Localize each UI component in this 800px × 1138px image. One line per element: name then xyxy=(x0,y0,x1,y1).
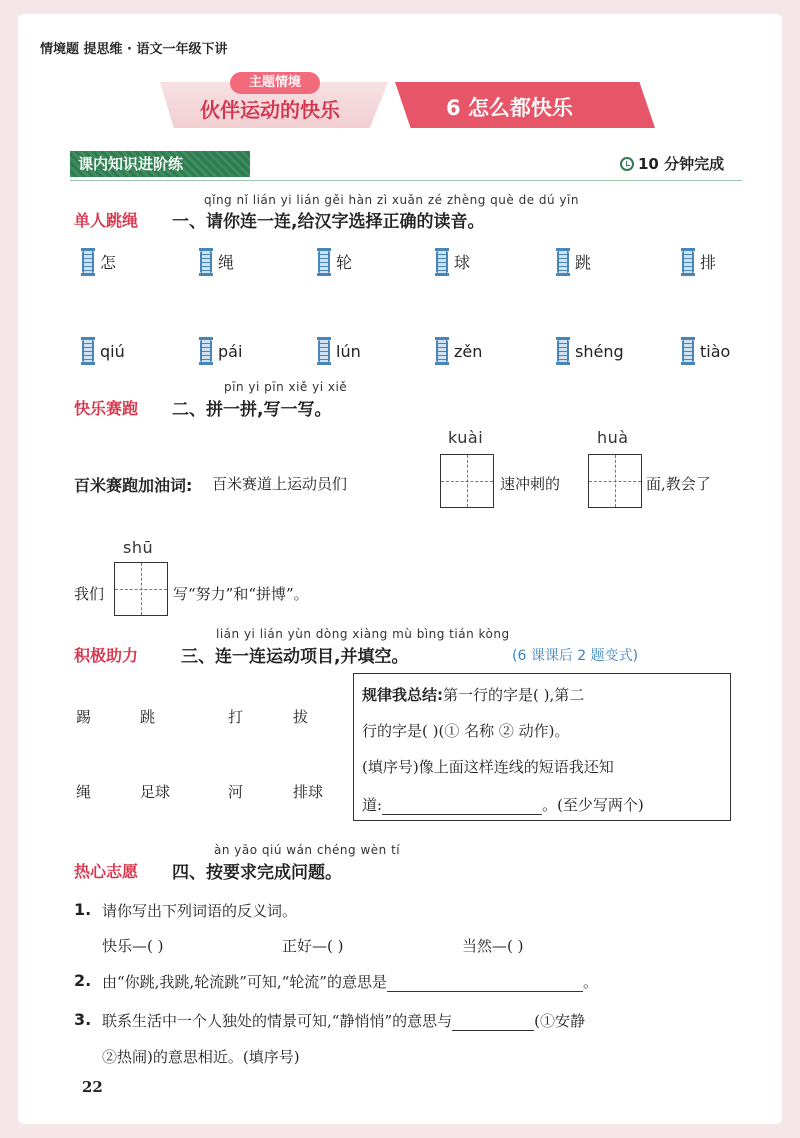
char-card[interactable]: 跳 xyxy=(557,250,591,273)
q4-s1-number: 1. xyxy=(74,900,92,919)
q1-label: 单人跳绳 xyxy=(74,211,139,230)
q3-title: 三、连一连运动项目,并填空。 xyxy=(181,647,409,667)
q4-s3-text: 联系生活中一个人独处的情景可知,“静悄悄”的意思与 (①安静 xyxy=(102,1012,585,1030)
book-title: 情境题 提思维 · 语文一年级下讲 xyxy=(40,42,228,57)
q2-line2-b: 写“努力”和“拼博”。 xyxy=(173,585,309,603)
q2-title: 二、拼一拼,写一写。 xyxy=(172,400,332,420)
rule-line-2: 行的字是( )(① 名称 ② 动作)。 xyxy=(362,722,570,740)
char-card[interactable]: 绳 xyxy=(200,250,234,273)
lantern-icon xyxy=(200,340,212,362)
answer-blank[interactable] xyxy=(387,973,583,992)
q4-pinyin: àn yāo qiú wán chéng wèn tí xyxy=(214,843,401,857)
page-number: 22 xyxy=(82,1078,103,1096)
q4-s3-line2: ②热闹)的意思相近。(填序号) xyxy=(102,1048,300,1066)
reading-card[interactable]: tiào xyxy=(682,340,730,362)
lantern-icon xyxy=(200,251,212,273)
lantern-icon xyxy=(557,251,569,273)
q2-line1-c: 面,教会了 xyxy=(646,475,711,493)
answer-blank[interactable] xyxy=(382,796,542,815)
q2-pinyin: pīn yi pīn xiě yi xiě xyxy=(224,380,348,394)
lantern-icon xyxy=(682,251,694,273)
antonym-item[interactable]: 快乐—( ) xyxy=(102,937,164,955)
writing-box-kuai[interactable] xyxy=(440,454,494,508)
q2-line2-a: 我们 xyxy=(74,585,105,603)
pinyin-shu: shū xyxy=(123,538,154,557)
char-card[interactable]: 排 xyxy=(682,250,716,273)
q3-pinyin: lián yi lián yùn dòng xiàng mù bìng tián kòng xyxy=(216,627,510,641)
char-card[interactable]: 怎 xyxy=(82,250,116,273)
section-divider xyxy=(70,180,742,181)
section-title: 课内知识进阶练 xyxy=(70,151,250,177)
answer-blank[interactable] xyxy=(452,1012,534,1031)
lesson-title: 6 怎么都快乐 xyxy=(446,96,573,120)
pinyin-kuai: kuài xyxy=(448,428,484,447)
pinyin-hua: huà xyxy=(597,428,629,447)
sport-noun[interactable]: 河 xyxy=(228,783,244,801)
q4-s2-text: 由“你跳,我跳,轮流跳”可知,“轮流”的意思是 。 xyxy=(102,973,598,991)
q1-title: 一、请你连一连,给汉字选择正确的读音。 xyxy=(172,212,485,232)
q4-s1-text: 请你写出下列词语的反义词。 xyxy=(102,902,298,920)
q4-label: 热心志愿 xyxy=(74,862,139,881)
reading-card[interactable]: lún xyxy=(318,340,361,362)
sport-verb[interactable]: 踢 xyxy=(76,708,92,726)
timer xyxy=(620,153,724,174)
antonym-item[interactable]: 当然—( ) xyxy=(462,937,524,955)
sport-noun[interactable]: 排球 xyxy=(293,783,324,801)
lantern-icon xyxy=(436,340,448,362)
lantern-icon xyxy=(82,340,94,362)
clock-icon xyxy=(620,157,634,171)
q3-note: (6 课课后 2 题变式) xyxy=(512,648,639,664)
q2-label: 快乐赛跑 xyxy=(74,399,139,418)
rule-line-3: (填序号)像上面这样连线的短语我还知 xyxy=(362,758,614,776)
theme-title: 伙伴运动的快乐 xyxy=(200,98,340,122)
q4-title: 四、按要求完成问题。 xyxy=(172,863,342,883)
timer-text: 10 分钟完成 xyxy=(638,155,725,173)
q2-line1-a: 百米赛道上运动员们 xyxy=(212,475,348,493)
writing-box-shu[interactable] xyxy=(114,562,168,616)
reading-card[interactable]: zěn xyxy=(436,340,482,362)
q1-pinyin: qǐng nǐ lián yi lián gěi hàn zì xuǎn zé zhèng què de dú yīn xyxy=(204,193,579,207)
rule-line-1: 规律我总结:第一行的字是( ),第二 xyxy=(362,686,585,704)
reading-card[interactable]: shéng xyxy=(557,340,624,362)
q2-line1-head: 百米赛跑加油词: xyxy=(74,476,193,495)
lantern-icon xyxy=(682,340,694,362)
q3-label: 积极助力 xyxy=(74,646,139,665)
sport-noun[interactable]: 足球 xyxy=(140,783,171,801)
sport-verb[interactable]: 打 xyxy=(228,708,244,726)
reading-card[interactable]: qiú xyxy=(82,340,125,362)
sport-noun[interactable]: 绳 xyxy=(76,783,92,801)
char-card[interactable]: 球 xyxy=(436,250,470,273)
char-card[interactable]: 轮 xyxy=(318,250,352,273)
sport-verb[interactable]: 跳 xyxy=(140,708,156,726)
rule-line-4: 道: 。(至少写两个) xyxy=(362,796,644,814)
q4-s3-number: 3. xyxy=(74,1010,92,1029)
q4-s2-number: 2. xyxy=(74,971,92,990)
lantern-icon xyxy=(82,251,94,273)
writing-box-hua[interactable] xyxy=(588,454,642,508)
lantern-icon xyxy=(318,340,330,362)
antonym-item[interactable]: 正好—( ) xyxy=(282,937,344,955)
sport-verb[interactable]: 拔 xyxy=(293,708,309,726)
lantern-icon xyxy=(318,251,330,273)
lantern-icon xyxy=(436,251,448,273)
q2-line1-b: 速冲刺的 xyxy=(500,475,561,493)
lantern-icon xyxy=(557,340,569,362)
reading-card[interactable]: pái xyxy=(200,340,242,362)
theme-tag: 主题情境 xyxy=(230,72,320,94)
